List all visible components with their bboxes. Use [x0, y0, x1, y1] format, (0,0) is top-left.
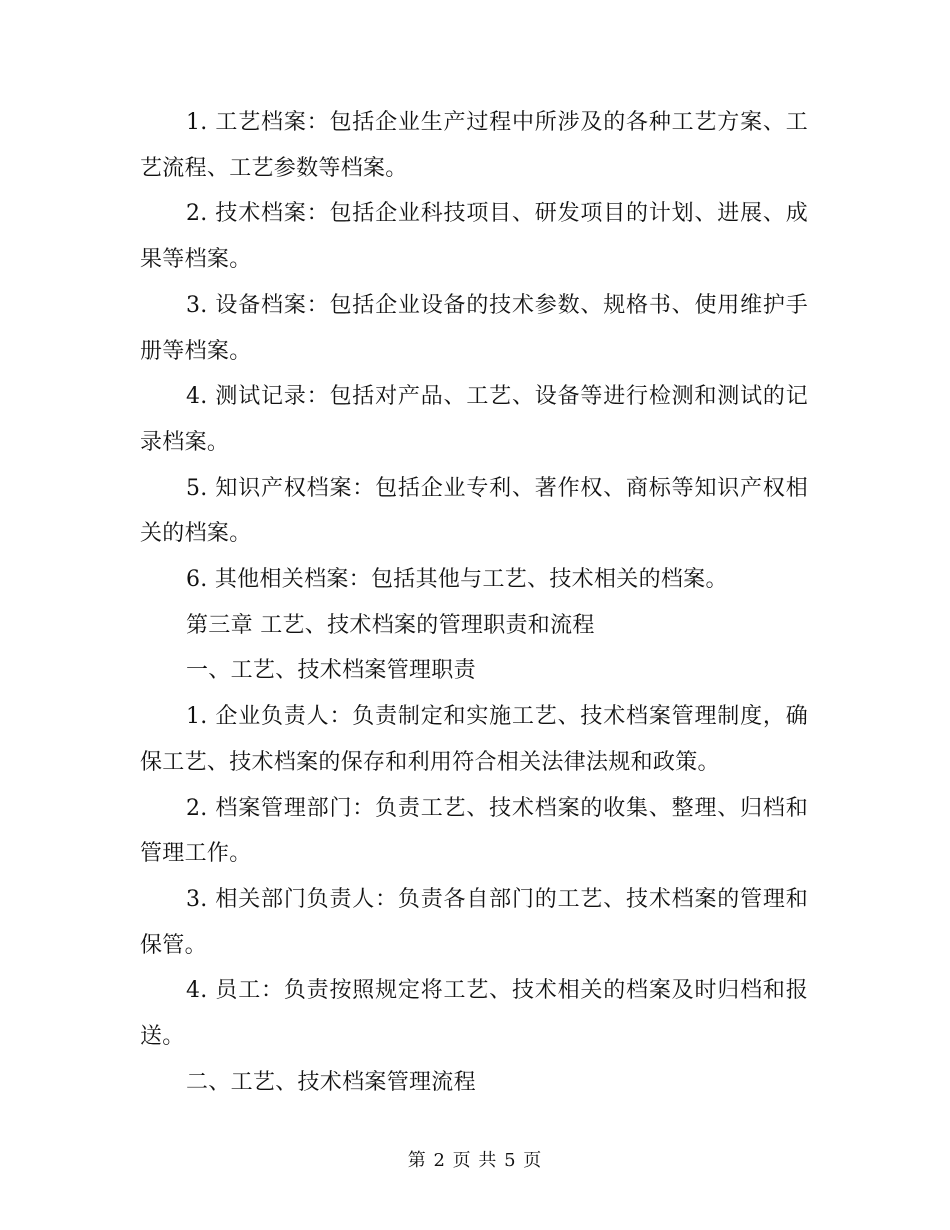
- paragraph-process-archive: 1. 工艺档案：包括企业生产过程中所涉及的各种工艺方案、工艺流程、工艺参数等档案。: [140, 110, 808, 181]
- paragraph-test-records: 4. 测试记录：包括对产品、工艺、设备等进行检测和测试的记录档案。: [140, 384, 808, 455]
- page-footer: 第 2 页 共 5 页: [407, 1150, 543, 1171]
- chapter-heading: 第三章 工艺、技术档案的管理职责和流程: [186, 612, 595, 638]
- section-heading-process: 二、工艺、技术档案管理流程: [186, 1069, 476, 1095]
- paragraph-other-archive: 6. 其他相关档案：包括其他与工艺、技术相关的档案。: [186, 567, 728, 593]
- paragraph-enterprise-head: 1. 企业负责人：负责制定和实施工艺、技术档案管理制度，确保工艺、技术档案的保存和利用符合相关法律法规和政策。: [140, 704, 808, 775]
- paragraph-ip-archive: 5. 知识产权档案：包括企业专利、著作权、商标等知识产权相关的档案。: [140, 475, 808, 547]
- paragraph-department-heads: 3. 相关部门负责人：负责各自部门的工艺、技术档案的管理和保管。: [140, 886, 808, 958]
- section-heading-responsibilities: 一、工艺、技术档案管理职责: [186, 658, 476, 684]
- paragraph-archive-department: 2. 档案管理部门：负责工艺、技术档案的收集、整理、归档和管理工作。: [140, 795, 808, 867]
- paragraph-technical-archive: 2. 技术档案：包括企业科技项目、研发项目的计划、进展、成果等档案。: [140, 201, 808, 273]
- paragraph-employees: 4. 员工：负责按照规定将工艺、技术相关的档案及时归档和报送。: [140, 978, 808, 1050]
- paragraph-equipment-archive: 3. 设备档案：包括企业设备的技术参数、规格书、使用维护手册等档案。: [140, 292, 808, 364]
- document-body: [140, 100, 808, 1105]
